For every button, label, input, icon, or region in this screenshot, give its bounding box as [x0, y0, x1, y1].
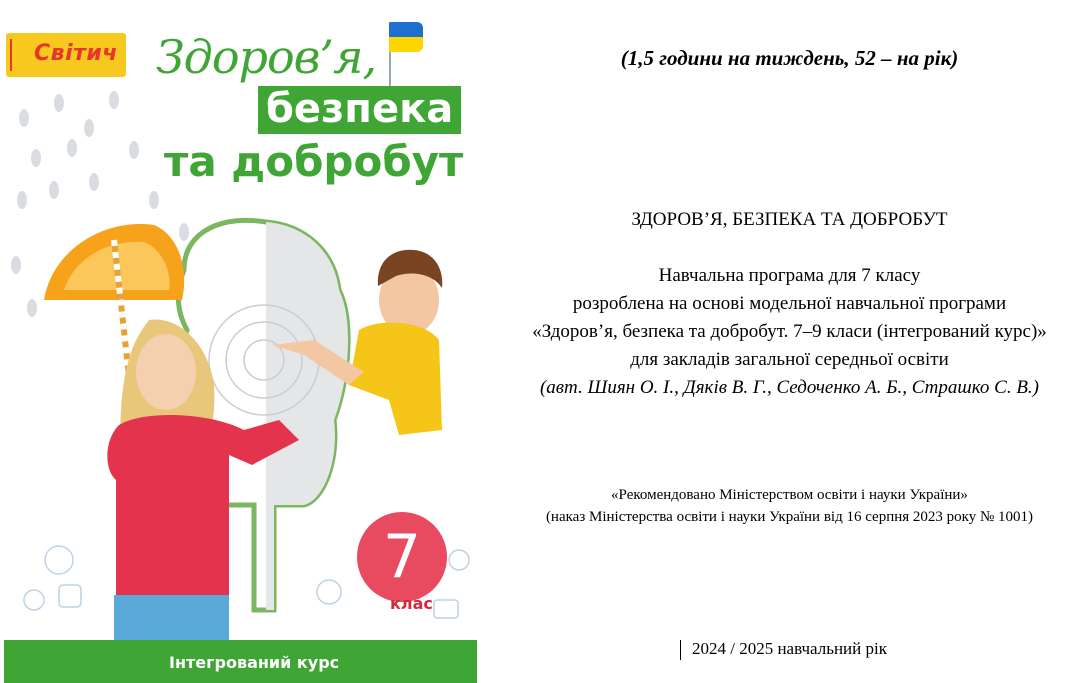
- ministry-order: (наказ Міністерства освіти і науки України від 16 серпня 2023 року № 1001): [545, 509, 1034, 525]
- logo-side-mark: [10, 39, 30, 71]
- academic-year: 2024 / 2025 навчальний рік: [691, 639, 887, 658]
- recommendation-note: «Рекомендовано Міністерством освіти і науки України»: [611, 487, 968, 503]
- program-line-3: «Здоров’я, безпека та добробут. 7–9 класи (інтегрований курс)»: [532, 321, 1047, 342]
- program-line-4: для закладів загальної середньої освіти: [630, 349, 949, 370]
- ukraine-flag-icon: [389, 22, 423, 52]
- grade-label: клас: [390, 594, 433, 613]
- book-cover: [4, 0, 477, 683]
- flag-yellow-stripe: [389, 37, 423, 52]
- publisher-logo: [6, 33, 126, 77]
- publisher-logo-text: Світич: [34, 41, 118, 66]
- cover-title-line-3: та добробут: [164, 137, 464, 186]
- program-authors: (авт. Шиян О. І., Дяків В. Г., Седоченко А. Б., Страшко С. В.): [539, 377, 1040, 398]
- program-line-1: Навчальна програма для 7 класу: [658, 265, 921, 286]
- course-label-bar: Інтегрований курс: [4, 640, 477, 683]
- document-title: ЗДОРОВ’Я, БЕЗПЕКА ТА ДОБРОБУТ: [631, 209, 948, 230]
- flag-blue-stripe: [389, 22, 423, 37]
- cover-title-line-1: Здоров’я,: [156, 30, 377, 84]
- hours-per-week: (1,5 години на тиждень, 52 – на рік): [620, 46, 959, 70]
- grade-badge: 7: [357, 512, 447, 602]
- program-line-2: розроблена на основі модельної навчальної програми: [572, 293, 1007, 314]
- cover-title-line-2: безпека: [258, 86, 461, 134]
